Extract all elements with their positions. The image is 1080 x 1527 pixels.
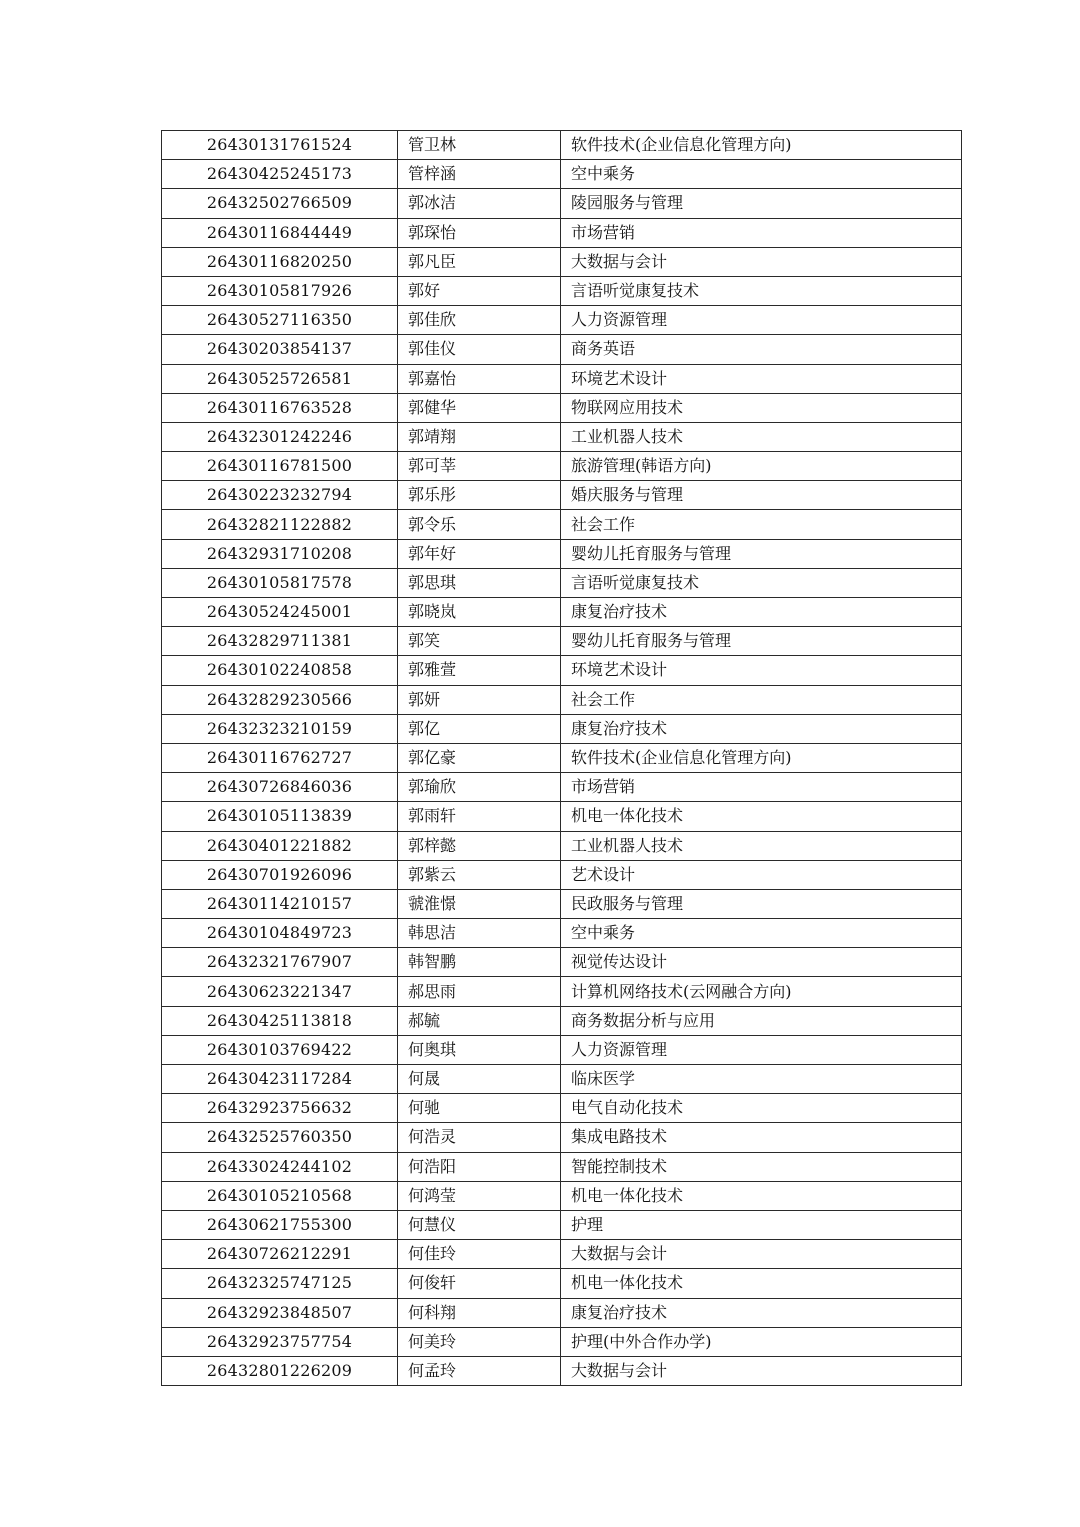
student-name-cell: 郭可莘 — [398, 452, 561, 481]
major-cell: 软件技术(企业信息化管理方向) — [561, 743, 962, 772]
table-row — [162, 1065, 962, 1094]
student-name-cell: 韩思洁 — [398, 919, 561, 948]
table-row — [162, 948, 962, 977]
candidate-id-cell: 26432323210159 — [162, 714, 398, 743]
major-cell: 婴幼儿托育服务与管理 — [561, 627, 962, 656]
table-row — [162, 1152, 962, 1181]
table-row — [162, 1006, 962, 1035]
table-row — [162, 481, 962, 510]
student-name-cell: 管卫林 — [398, 131, 561, 160]
table-row — [162, 1210, 962, 1239]
candidate-id-cell: 26430116762727 — [162, 743, 398, 772]
major-cell: 婚庆服务与管理 — [561, 481, 962, 510]
major-cell: 康复治疗技术 — [561, 598, 962, 627]
major-cell: 言语听觉康复技术 — [561, 568, 962, 597]
table-row — [162, 1181, 962, 1210]
candidate-id-cell: 26430103769422 — [162, 1035, 398, 1064]
major-cell: 工业机器人技术 — [561, 422, 962, 451]
table-row — [162, 1240, 962, 1269]
candidate-id-cell: 26432301242246 — [162, 422, 398, 451]
major-cell: 护理(中外合作办学) — [561, 1327, 962, 1356]
candidate-id-cell: 26432923757754 — [162, 1327, 398, 1356]
candidate-id-cell: 26430701926096 — [162, 860, 398, 889]
major-cell: 民政服务与管理 — [561, 889, 962, 918]
candidate-id-cell: 26432525760350 — [162, 1123, 398, 1152]
major-cell: 言语听觉康复技术 — [561, 276, 962, 305]
candidate-id-cell: 26432923756632 — [162, 1094, 398, 1123]
student-name-cell: 郭思琪 — [398, 568, 561, 597]
table-row — [162, 276, 962, 305]
table-row — [162, 452, 962, 481]
candidate-id-cell: 26430401221882 — [162, 831, 398, 860]
student-name-cell: 韩智鹏 — [398, 948, 561, 977]
candidate-id-cell: 26432801226209 — [162, 1356, 398, 1385]
table-row — [162, 1356, 962, 1385]
table-row — [162, 714, 962, 743]
major-cell: 空中乘务 — [561, 919, 962, 948]
student-name-cell: 何驰 — [398, 1094, 561, 1123]
student-name-cell: 郭好 — [398, 276, 561, 305]
major-cell: 康复治疗技术 — [561, 714, 962, 743]
candidate-id-cell: 26430116844449 — [162, 218, 398, 247]
student-name-cell: 何孟玲 — [398, 1356, 561, 1385]
candidate-id-cell: 26430425245173 — [162, 160, 398, 189]
student-name-cell: 郭嘉怡 — [398, 364, 561, 393]
student-name-cell: 何浩阳 — [398, 1152, 561, 1181]
student-name-cell: 郭紫云 — [398, 860, 561, 889]
major-cell: 机电一体化技术 — [561, 1181, 962, 1210]
major-cell: 社会工作 — [561, 510, 962, 539]
student-name-cell: 何佳玲 — [398, 1240, 561, 1269]
student-name-cell: 郭乐彤 — [398, 481, 561, 510]
candidate-id-cell: 26432821122882 — [162, 510, 398, 539]
candidate-id-cell: 26430102240858 — [162, 656, 398, 685]
table-row — [162, 335, 962, 364]
major-cell: 机电一体化技术 — [561, 802, 962, 831]
table-row — [162, 393, 962, 422]
major-cell: 人力资源管理 — [561, 306, 962, 335]
candidate-id-cell: 26430223232794 — [162, 481, 398, 510]
table-row — [162, 539, 962, 568]
major-cell: 电气自动化技术 — [561, 1094, 962, 1123]
student-name-cell: 何鸿莹 — [398, 1181, 561, 1210]
student-name-cell: 何科翔 — [398, 1298, 561, 1327]
major-cell: 视觉传达设计 — [561, 948, 962, 977]
student-name-cell: 郭靖翔 — [398, 422, 561, 451]
major-cell: 市场营销 — [561, 218, 962, 247]
table-row — [162, 743, 962, 772]
student-name-cell: 虢淮憬 — [398, 889, 561, 918]
student-name-cell: 何奥琪 — [398, 1035, 561, 1064]
candidate-id-cell: 26430425113818 — [162, 1006, 398, 1035]
student-name-cell: 郭瑜欣 — [398, 773, 561, 802]
student-name-cell: 郭年好 — [398, 539, 561, 568]
major-cell: 集成电路技术 — [561, 1123, 962, 1152]
student-name-cell: 郭梓懿 — [398, 831, 561, 860]
candidate-id-cell: 26430114210157 — [162, 889, 398, 918]
major-cell: 大数据与会计 — [561, 1356, 962, 1385]
table-row — [162, 802, 962, 831]
table-row — [162, 247, 962, 276]
table-row — [162, 1298, 962, 1327]
major-cell: 艺术设计 — [561, 860, 962, 889]
student-name-cell: 何俊轩 — [398, 1269, 561, 1298]
candidate-id-cell: 26430105817578 — [162, 568, 398, 597]
candidate-id-cell: 26430105113839 — [162, 802, 398, 831]
student-name-cell: 郭冰洁 — [398, 189, 561, 218]
major-cell: 商务数据分析与应用 — [561, 1006, 962, 1035]
student-name-cell: 郭亿 — [398, 714, 561, 743]
candidate-id-cell: 26430621755300 — [162, 1210, 398, 1239]
table-row — [162, 889, 962, 918]
major-cell: 智能控制技术 — [561, 1152, 962, 1181]
table-row — [162, 598, 962, 627]
major-cell: 婴幼儿托育服务与管理 — [561, 539, 962, 568]
table-row — [162, 218, 962, 247]
candidate-id-cell: 26430726846036 — [162, 773, 398, 802]
roster-body — [162, 131, 962, 1386]
table-row — [162, 1123, 962, 1152]
candidate-id-cell: 26430524245001 — [162, 598, 398, 627]
major-cell: 陵园服务与管理 — [561, 189, 962, 218]
student-name-cell: 郭妍 — [398, 685, 561, 714]
student-name-cell: 何晟 — [398, 1065, 561, 1094]
candidate-id-cell: 26432325747125 — [162, 1269, 398, 1298]
major-cell: 社会工作 — [561, 685, 962, 714]
table-row — [162, 656, 962, 685]
student-name-cell: 郭佳欣 — [398, 306, 561, 335]
table-row — [162, 773, 962, 802]
student-name-cell: 郭雅萱 — [398, 656, 561, 685]
candidate-id-cell: 26432502766509 — [162, 189, 398, 218]
candidate-id-cell: 26430525726581 — [162, 364, 398, 393]
major-cell: 工业机器人技术 — [561, 831, 962, 860]
major-cell: 临床医学 — [561, 1065, 962, 1094]
student-roster-table — [161, 130, 962, 1386]
table-row — [162, 510, 962, 539]
candidate-id-cell: 26432829230566 — [162, 685, 398, 714]
table-row — [162, 831, 962, 860]
table-row — [162, 919, 962, 948]
candidate-id-cell: 26430726212291 — [162, 1240, 398, 1269]
major-cell: 市场营销 — [561, 773, 962, 802]
major-cell: 空中乘务 — [561, 160, 962, 189]
student-name-cell: 郭佳仪 — [398, 335, 561, 364]
major-cell: 环境艺术设计 — [561, 656, 962, 685]
candidate-id-cell: 26430116781500 — [162, 452, 398, 481]
candidate-id-cell: 26430116763528 — [162, 393, 398, 422]
major-cell: 计算机网络技术(云网融合方向) — [561, 977, 962, 1006]
candidate-id-cell: 26432829711381 — [162, 627, 398, 656]
candidate-id-cell: 26430203854137 — [162, 335, 398, 364]
student-name-cell: 何浩灵 — [398, 1123, 561, 1152]
table-row — [162, 189, 962, 218]
student-name-cell: 郝思雨 — [398, 977, 561, 1006]
table-row — [162, 627, 962, 656]
table-row — [162, 160, 962, 189]
table-row — [162, 977, 962, 1006]
candidate-id-cell: 26433024244102 — [162, 1152, 398, 1181]
student-name-cell: 郝毓 — [398, 1006, 561, 1035]
candidate-id-cell: 26432923848507 — [162, 1298, 398, 1327]
student-name-cell: 郭笑 — [398, 627, 561, 656]
major-cell: 旅游管理(韩语方向) — [561, 452, 962, 481]
table-row — [162, 860, 962, 889]
student-name-cell: 郭琛怡 — [398, 218, 561, 247]
table-row — [162, 568, 962, 597]
table-row — [162, 1327, 962, 1356]
major-cell: 环境艺术设计 — [561, 364, 962, 393]
major-cell: 大数据与会计 — [561, 1240, 962, 1269]
student-name-cell: 郭凡臣 — [398, 247, 561, 276]
candidate-id-cell: 26432931710208 — [162, 539, 398, 568]
student-name-cell: 郭雨轩 — [398, 802, 561, 831]
candidate-id-cell: 26430623221347 — [162, 977, 398, 1006]
major-cell: 软件技术(企业信息化管理方向) — [561, 131, 962, 160]
candidate-id-cell: 26430116820250 — [162, 247, 398, 276]
table-row — [162, 306, 962, 335]
major-cell: 大数据与会计 — [561, 247, 962, 276]
table-row — [162, 1035, 962, 1064]
table-row — [162, 131, 962, 160]
major-cell: 物联网应用技术 — [561, 393, 962, 422]
candidate-id-cell: 26430527116350 — [162, 306, 398, 335]
student-name-cell: 管梓涵 — [398, 160, 561, 189]
table-row — [162, 685, 962, 714]
student-name-cell: 郭亿豪 — [398, 743, 561, 772]
table-row — [162, 1269, 962, 1298]
table-row — [162, 422, 962, 451]
candidate-id-cell: 26430423117284 — [162, 1065, 398, 1094]
major-cell: 商务英语 — [561, 335, 962, 364]
student-name-cell: 郭令乐 — [398, 510, 561, 539]
table-row — [162, 1094, 962, 1123]
major-cell: 康复治疗技术 — [561, 1298, 962, 1327]
candidate-id-cell: 26432321767907 — [162, 948, 398, 977]
student-name-cell: 何美玲 — [398, 1327, 561, 1356]
candidate-id-cell: 26430131761524 — [162, 131, 398, 160]
student-name-cell: 郭健华 — [398, 393, 561, 422]
candidate-id-cell: 26430105817926 — [162, 276, 398, 305]
candidate-id-cell: 26430105210568 — [162, 1181, 398, 1210]
student-name-cell: 郭晓岚 — [398, 598, 561, 627]
table-row — [162, 364, 962, 393]
student-name-cell: 何慧仪 — [398, 1210, 561, 1239]
major-cell: 人力资源管理 — [561, 1035, 962, 1064]
major-cell: 机电一体化技术 — [561, 1269, 962, 1298]
major-cell: 护理 — [561, 1210, 962, 1239]
candidate-id-cell: 26430104849723 — [162, 919, 398, 948]
